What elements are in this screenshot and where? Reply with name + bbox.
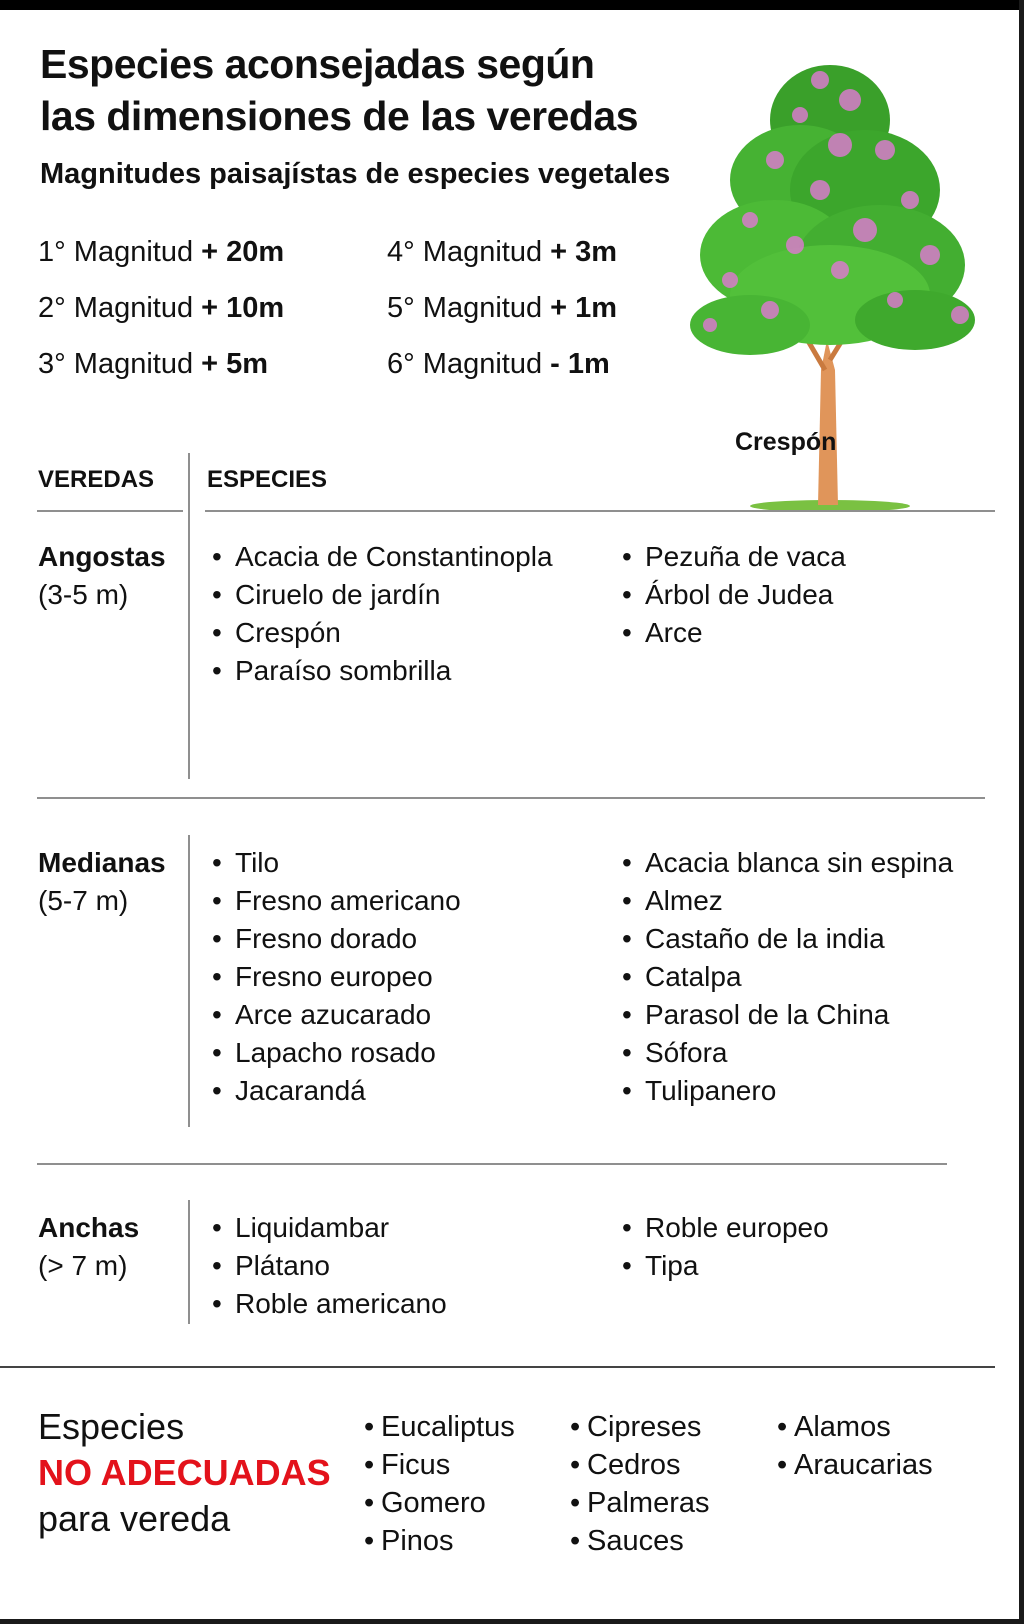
row-range: (3-5 m) [38, 579, 129, 610]
list-item: • Acacia blanca sin espina [620, 844, 953, 882]
bottom-border [0, 1619, 1024, 1624]
list-item: • Gomero [364, 1484, 515, 1522]
row-separator [37, 1163, 947, 1165]
list-item: • Árbol de Judea [620, 576, 846, 614]
tree-caption: Crespón [735, 428, 837, 456]
header-rule-right [205, 510, 995, 512]
row-label-angostas [38, 538, 166, 614]
magnitude-value: + 5m [201, 348, 269, 380]
species-list-angostas-1 [210, 538, 553, 690]
list-item: • Arce [620, 614, 846, 652]
column-divider [188, 453, 190, 779]
column-divider [188, 1200, 190, 1324]
list-item: • Eucaliptus [364, 1408, 515, 1446]
list-item: • Cedros [570, 1446, 710, 1484]
magnitude-label: 6° Magnitud [387, 348, 543, 380]
magnitude-4 [387, 236, 617, 269]
list-item: • Lapacho rosado [210, 1034, 461, 1072]
species-list-anchas-2 [620, 1209, 829, 1285]
species-list-medianas-1 [210, 844, 461, 1110]
list-item: • Fresno dorado [210, 920, 461, 958]
list-item: • Arce azucarado [210, 996, 461, 1034]
magnitude-label: 2° Magnitud [38, 292, 194, 324]
row-name: Medianas [38, 847, 166, 878]
row-name: Anchas [38, 1212, 140, 1243]
column-header-veredas: VEREDAS [38, 466, 155, 493]
row-range: (> 7 m) [38, 1250, 128, 1281]
magnitude-label: 5° Magnitud [387, 292, 543, 324]
list-item: • Ciruelo de jardín [210, 576, 553, 614]
row-separator [37, 797, 985, 799]
list-item: • Sófora [620, 1034, 953, 1072]
list-item: • Tipa [620, 1247, 829, 1285]
row-label-medianas [38, 844, 166, 920]
magnitude-value: + 3m [550, 236, 618, 268]
species-list-medianas-2 [620, 844, 953, 1110]
not-suitable-list-3 [777, 1408, 933, 1484]
tree-illustration [680, 40, 1000, 520]
row-label-anchas [38, 1209, 139, 1285]
species-list-anchas-1 [210, 1209, 447, 1323]
not-suitable-line-2: NO ADECUADAS [38, 1452, 331, 1493]
magnitude-value: + 20m [201, 236, 285, 268]
list-item: • Ficus [364, 1446, 515, 1484]
magnitude-3 [38, 348, 268, 381]
list-item: • Jacarandá [210, 1072, 461, 1110]
list-item: • Tilo [210, 844, 461, 882]
tree-foliage [690, 65, 975, 355]
list-item: • Almez [620, 882, 953, 920]
not-suitable-line-1: Especies [38, 1406, 185, 1447]
not-suitable-list-2 [570, 1408, 710, 1560]
list-item: • Tulipanero [620, 1072, 953, 1110]
magnitude-value: - 1m [550, 348, 610, 380]
magnitude-5 [387, 292, 617, 325]
magnitude-label: 1° Magnitud [38, 236, 194, 268]
title-line-2: las dimensiones de las veredas [40, 93, 639, 139]
right-border [1019, 0, 1024, 1624]
magnitude-value: + 10m [201, 292, 285, 324]
list-item: • Cipreses [570, 1408, 710, 1446]
list-item: • Roble europeo [620, 1209, 829, 1247]
list-item: • Palmeras [570, 1484, 710, 1522]
column-divider [188, 835, 190, 1127]
list-item: • Acacia de Constantinopla [210, 538, 553, 576]
page-subtitle: Magnitudes paisajístas de especies vegetales [40, 158, 671, 190]
list-item: • Paraíso sombrilla [210, 652, 553, 690]
list-item: • Araucarias [777, 1446, 933, 1484]
page-title [40, 38, 638, 142]
magnitude-label: 4° Magnitud [387, 236, 543, 268]
list-item: • Crespón [210, 614, 553, 652]
species-list-angostas-2 [620, 538, 846, 652]
list-item: • Sauces [570, 1522, 710, 1560]
not-suitable-heading [38, 1404, 331, 1542]
magnitude-1 [38, 236, 284, 269]
list-item: • Pinos [364, 1522, 515, 1560]
magnitude-2 [38, 292, 284, 325]
header-rule-left [37, 510, 183, 512]
title-line-1: Especies aconsejadas según [40, 41, 595, 87]
magnitude-label: 3° Magnitud [38, 348, 194, 380]
not-suitable-line-3: para vereda [38, 1498, 231, 1539]
list-item: • Alamos [777, 1408, 933, 1446]
magnitude-6 [387, 348, 610, 381]
row-name: Angostas [38, 541, 166, 572]
list-item: • Fresno americano [210, 882, 461, 920]
section-separator [0, 1366, 995, 1368]
list-item: • Roble americano [210, 1285, 447, 1323]
list-item: • Fresno europeo [210, 958, 461, 996]
list-item: • Catalpa [620, 958, 953, 996]
list-item: • Liquidambar [210, 1209, 447, 1247]
list-item: • Plátano [210, 1247, 447, 1285]
column-header-especies: ESPECIES [207, 466, 328, 493]
row-range: (5-7 m) [38, 885, 129, 916]
list-item: • Parasol de la China [620, 996, 953, 1034]
not-suitable-list-1 [364, 1408, 515, 1560]
list-item: • Castaño de la india [620, 920, 953, 958]
top-rule [0, 0, 1024, 10]
list-item: • Pezuña de vaca [620, 538, 846, 576]
magnitude-value: + 1m [550, 292, 618, 324]
